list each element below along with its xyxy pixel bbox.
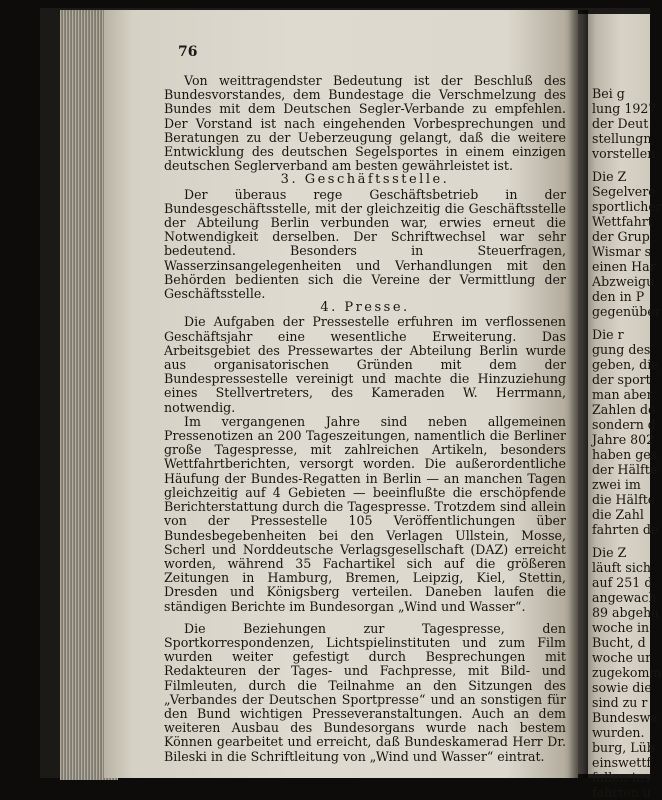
- paragraph-geschaeftsstelle: Der überaus rege Geschäftsbetrieb in der Bundesgeschäftsstelle, mit der gleichzeitig die Geschäftsstelle der Abteilung Berlin verbunden war, erwies erneut die Notwendigkeit derselben. Der Schriftwechsel war sehr bedeutend. Besonders in Steuerfragen, Wasserzinsangelegenheiten und Verhandlungen mit den Behörden bedienten sich die Vereine der Vermittlung der Geschäftsstelle.: [164, 186, 566, 302]
- facing-page-line: zwei im: [592, 477, 641, 492]
- facing-page-line: fahrten de: [592, 522, 659, 537]
- facing-page-line: der sport: [592, 372, 651, 387]
- facing-page-line: burg, Lüb: [592, 740, 655, 755]
- paragraph-presse-aufgaben: Die Aufgaben der Pressestelle erfuhren im verflossenen Geschäftsjahr eine wesentliche Erweiterung. Das Arbeitsgebiet des Pressewartes der Abteilung Berlin wurde aus organisatorischen Gründen mit dem der Bundespressestelle vereinigt und machte die Hinzuziehung eines Stellvertreters, des Kameraden W. Herrmann, notwendig.: [164, 314, 566, 415]
- facing-page-line: auf 251 d: [592, 575, 653, 590]
- facing-page-line: Wismar s: [592, 244, 652, 259]
- facing-page-line: angewach: [592, 590, 657, 605]
- facing-page-line: gegenüber: [592, 304, 661, 319]
- facing-page-line: [592, 161, 662, 169]
- facing-page-line: die Hälfte: [592, 492, 656, 507]
- facing-page-line: [592, 319, 662, 327]
- facing-page-line: Segelvere: [592, 184, 656, 199]
- left-page: [104, 10, 578, 778]
- facing-page-line: der Grup: [592, 229, 650, 244]
- facing-page-line: man aber: [592, 387, 653, 402]
- facing-page-line: Die r: [592, 327, 624, 342]
- gutter-shadow: [568, 10, 588, 778]
- facing-page-line: einen Har: [592, 259, 656, 274]
- facing-page-line: Wettfahrt: [592, 214, 653, 229]
- facing-page-line: sondern d: [592, 417, 656, 432]
- facing-page-line: Abzweigu: [592, 274, 655, 289]
- facing-page-line: einswettf: [592, 755, 652, 770]
- facing-page-line: gung des: [592, 342, 651, 357]
- facing-page-line: 89 abgeha: [592, 605, 659, 620]
- facing-page-text: [592, 86, 662, 800]
- facing-page-line: läuft sich: [592, 560, 652, 575]
- page-number: 76: [178, 44, 198, 60]
- heading-presse: 4. Presse.: [320, 300, 410, 316]
- facing-page-line: fallen ins: [592, 770, 651, 785]
- facing-page-line: sportlicher: [592, 199, 662, 214]
- facing-page-line: Bei g: [592, 86, 625, 101]
- paragraph-presse-beziehungen: Die Beziehungen zur Tagespresse, den Sportkorrespondenzen, Lichtspielinstituten und zum Film wurden weiter gefestigt durch Besprechungen mit Redakteuren der Tages- und Fachpresse, mit Bild- und Filmleuten, durch die Teilnahme an den Sitzungen des „Verbandes der Deutschen Sportpresse“ und an sonstigen für den Bund wichtigen Presseveranstaltungen. Auch an dem weiteren Ausbau des Bundesorgans wurde nach bestem Können gearbeitet und erreicht, daß Bundeskamerad Herr Dr. Bileski in die Schriftleitung von „Wind und Wasser“ eintrat.: [164, 620, 566, 764]
- facing-page-line: haben ges: [592, 447, 658, 462]
- facing-page-line: geben, die: [592, 357, 659, 372]
- facing-page-line: Die Z: [592, 545, 627, 560]
- paragraph-merger: Von weittragendster Bedeutung ist der Beschluß des Bundesvorstandes, dem Bundestage die Verschmelzung des Bundes mit dem Deutschen Segler-Verbande zu empfehlen. Der Vorstand ist nach eingehenden Vorbesprechungen und Beratungen zu der Ueberzeugung gelangt, daß die weitere Entwicklung des deutschen Segelsportes in einem einzigen deutschen Seglerverband am besten gewährleistet ist.: [164, 73, 566, 174]
- facing-page-line: woche in: [592, 620, 650, 635]
- paragraph-presse-jahr: Im vergangenen Jahre sind neben allgemeinen Pressenotizen an 200 Tageszeitungen, namentlich die Berliner große Tagespresse, mit zahlreichen Artikeln, besonders Wettfahrtberichten, versorgt worden. Die außerordentliche Häufung der Bundes-Regatten in Berlin — an manchen Tagen gleichzeitig auf 4 Gebieten — beeinflußte die erschöpfende Berichterstattung durch die Tagespresse. Trotzdem sind allein von der Pressestelle 105 Veröffentlichungen über Bundesbegebenheiten bei den Verlagen Ullstein, Mosse, Scherl und Norddeutsche Verlagsgesellschaft (DAZ) erreicht worden, während 35 Fachartikel sich auf die größeren Zeitungen in Hamburg, Bremen, Leipzig, Kiel, Stettin, Dresden und Königsberg verteilen. Daneben laufen die ständigen Berichte im Bundesorgan „Wind und Wasser“.: [164, 413, 566, 614]
- facing-page-line: fahrten u: [592, 785, 652, 800]
- heading-geschaeftsstelle: 3. Geschäftsstelle.: [280, 172, 450, 188]
- facing-page-line: der Hälfte: [592, 462, 658, 477]
- facing-page-line: sowie die: [592, 680, 652, 695]
- facing-page-line: Die Z: [592, 169, 627, 184]
- facing-page-line: Zahlen de: [592, 402, 656, 417]
- page-text: [164, 74, 566, 764]
- facing-page-line: die Zahl: [592, 507, 644, 522]
- facing-page-line: Jahre 802: [592, 432, 655, 447]
- facing-page-line: stellungn: [592, 131, 652, 146]
- facing-page-line: den in P: [592, 289, 645, 304]
- right-page-fragment: [578, 14, 662, 800]
- facing-page-line: sind zu r: [592, 695, 648, 710]
- facing-page-line: [592, 537, 662, 545]
- facing-page-line: wurden.: [592, 725, 645, 740]
- facing-page-line: vorstellen.: [592, 146, 660, 161]
- facing-page-line: der Deut: [592, 116, 649, 131]
- facing-page-line: lung 1927: [592, 101, 657, 116]
- facing-page-line: Bucht, d: [592, 635, 646, 650]
- facing-page-line: zugekomm: [592, 665, 662, 680]
- facing-page-line: woche ur: [592, 650, 652, 665]
- facing-page-line: Bundeswa: [592, 710, 658, 725]
